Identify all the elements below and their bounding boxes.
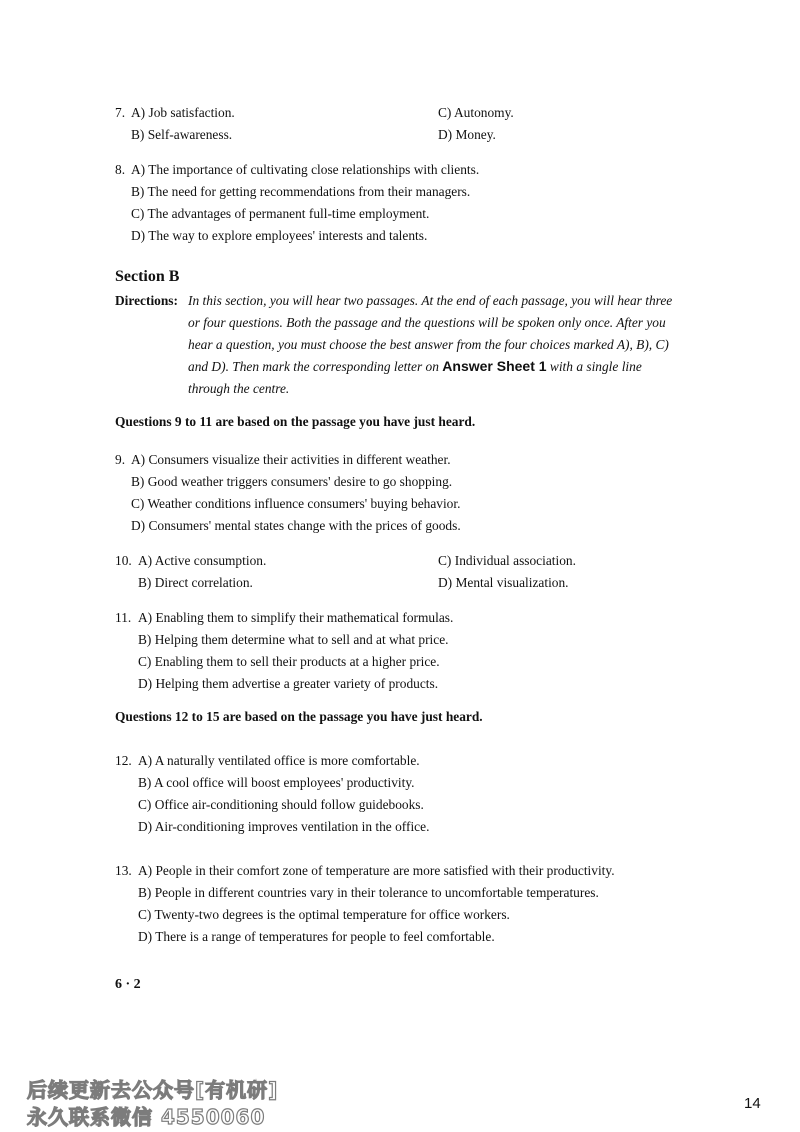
q7-number: 7.	[115, 105, 126, 120]
q11-option-a[interactable]: A) Enabling them to simplify their mathematical formulas.	[138, 610, 454, 625]
q8-option-c[interactable]: C) The advantages of permanent full-time employment.	[131, 206, 430, 221]
q7-option-d[interactable]: D) Money.	[438, 127, 496, 142]
q9-number: 9.	[115, 452, 126, 467]
q10-option-b[interactable]: B) Direct correlation.	[138, 575, 253, 590]
q8-option-a[interactable]: A) The importance of cultivating close relationships with clients.	[131, 162, 480, 177]
q9-option-a[interactable]: A) Consumers visualize their activities in different weather.	[131, 452, 451, 467]
q12-option-c[interactable]: C) Office air-conditioning should follow guidebooks.	[138, 797, 424, 812]
q12-number: 12.	[115, 753, 132, 768]
directions-line-3: hear a question, you must choose the best answer from the four choices marked A), B), C)	[188, 337, 669, 352]
q11-number: 11.	[115, 610, 132, 625]
watermark-line-2: 永久联系微信 4550060	[27, 1105, 266, 1129]
section-b-title: Section B	[115, 268, 180, 285]
q7-option-a[interactable]: A) Job satisfaction.	[131, 105, 235, 120]
page-footer-code: 6 · 2	[115, 977, 141, 992]
q7-option-b[interactable]: B) Self-awareness.	[131, 127, 233, 142]
answer-sheet-1-label: Answer Sheet 1	[442, 358, 547, 374]
directions-line-4-post: with a single line	[549, 359, 642, 374]
q12-option-b[interactable]: B) A cool office will boost employees' productivity.	[138, 775, 415, 790]
questions-9-11-header: Questions 9 to 11 are based on the passage you have just heard.	[115, 414, 476, 429]
q11-option-c[interactable]: C) Enabling them to sell their products at a higher price.	[138, 654, 440, 669]
questions-12-15-header: Questions 12 to 15 are based on the passage you have just heard.	[115, 709, 483, 724]
q10-option-a[interactable]: A) Active consumption.	[138, 553, 267, 568]
q9-option-d[interactable]: D) Consumers' mental states change with the prices of goods.	[131, 518, 461, 533]
q11-option-d[interactable]: D) Helping them advertise a greater variety of products.	[138, 676, 439, 691]
q8-option-d[interactable]: D) The way to explore employees' interests and talents.	[131, 228, 428, 243]
directions-line-2: or four questions. Both the passage and the questions will be spoken only once. After you	[188, 315, 666, 330]
page-number: 14	[744, 1095, 761, 1112]
q10-option-d[interactable]: D) Mental visualization.	[438, 575, 569, 590]
q10-number: 10.	[115, 553, 132, 568]
q8-number: 8.	[115, 162, 126, 177]
watermark-line-1: 后续更新去公众号[有机研]	[27, 1078, 279, 1102]
q7-option-c[interactable]: C) Autonomy.	[438, 105, 514, 120]
q9-option-c[interactable]: C) Weather conditions influence consumers' buying behavior.	[131, 496, 461, 511]
q13-option-c[interactable]: C) Twenty-two degrees is the optimal temperature for office workers.	[138, 907, 510, 922]
q10-option-c[interactable]: C) Individual association.	[438, 553, 576, 568]
q13-option-d[interactable]: D) There is a range of temperatures for people to feel comfortable.	[138, 929, 495, 944]
directions-line-5: through the centre.	[188, 381, 290, 396]
directions-line-4	[188, 356, 642, 378]
q11-option-b[interactable]: B) Helping them determine what to sell and at what price.	[138, 632, 449, 647]
q12-option-a[interactable]: A) A naturally ventilated office is more comfortable.	[138, 753, 420, 768]
q12-option-d[interactable]: D) Air-conditioning improves ventilation in the office.	[138, 819, 430, 834]
directions-label: Directions:	[115, 293, 178, 308]
q13-option-a[interactable]: A) People in their comfort zone of temperature are more satisfied with their productivity.	[138, 863, 615, 878]
directions-line-4-pre: and D). Then mark the corresponding letter on	[188, 359, 439, 374]
directions-line-1: In this section, you will hear two passages. At the end of each passage, you will hear three	[188, 293, 673, 308]
q8-option-b[interactable]: B) The need for getting recommendations from their managers.	[131, 184, 471, 199]
q13-number: 13.	[115, 863, 132, 878]
q13-option-b[interactable]: B) People in different countries vary in their tolerance to uncomfortable temperatures.	[138, 885, 599, 900]
q9-option-b[interactable]: B) Good weather triggers consumers' desire to go shopping.	[131, 474, 453, 489]
